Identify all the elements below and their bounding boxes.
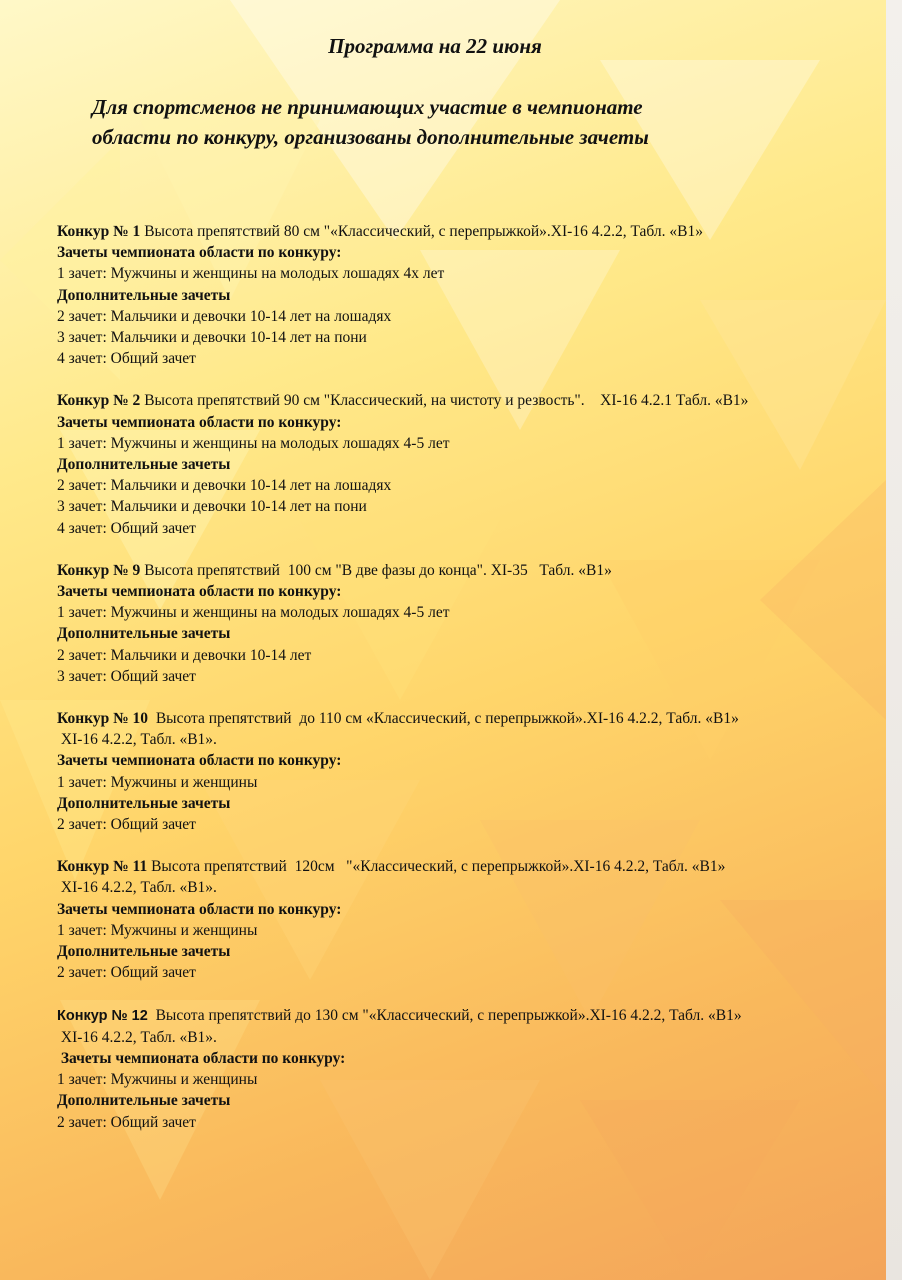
event-header [57, 221, 886, 242]
championship-heading: Зачеты чемпионата области по конкуру: [57, 1049, 346, 1067]
extra-heading: Дополнительные зачеты [57, 456, 231, 474]
event-description: Высота препятствий 100 см "В две фазы до конца". XI-35 Табл. «В1» [140, 561, 612, 579]
championship-item: 1 зачет: Мужчины и женщины [57, 921, 258, 939]
extra-heading: Дополнительные зачеты [57, 625, 231, 643]
page-edge-strip [886, 0, 902, 1280]
event-header [57, 856, 886, 877]
event-description: Высота препятствий 80 см "«Классический, с перепрыжкой».XI-16 4.2.2, Табл. «В1» [140, 223, 703, 240]
page-subtitle [92, 92, 852, 152]
extra-item: 2 зачет: Мальчики и девочки 10-14 лет на лошадях [57, 477, 392, 495]
championship-item: 1 зачет: Мужчины и женщины [57, 1071, 258, 1089]
extra-heading: Дополнительные зачеты [57, 794, 231, 812]
championship-item: 1 зачет: Мужчины и женщины [57, 773, 258, 791]
event-name: Конкур № 12 [57, 1007, 148, 1024]
event-name: Конкур № 10 [57, 710, 149, 728]
extra-item: 2 зачет: Мальчики и девочки 10-14 лет на лошадях [57, 307, 392, 325]
event-section-2 [57, 390, 886, 538]
event-header [57, 560, 886, 581]
event-section-9 [57, 560, 886, 687]
event-description-continued: XI-16 4.2.2, Табл. «В1». [57, 879, 217, 897]
extra-item: 2 зачет: Общий зачет [57, 964, 196, 982]
subtitle-line-1: Для спортсменов не принимающих участие в чемпионате [92, 95, 643, 119]
event-name: Конкур № 2 [57, 392, 141, 410]
event-description: Высота препятствий 120см "«Классический, с перепрыжкой».XI-16 4.2.2, Табл. «В1» [147, 858, 726, 876]
championship-item: 1 зачет: Мужчины и женщины на молодых лошадях 4-5 лет [57, 604, 450, 622]
extra-heading: Дополнительные зачеты [57, 1092, 231, 1110]
extra-item: 4 зачет: Общий зачет [57, 350, 196, 368]
extra-heading: Дополнительные зачеты [57, 943, 231, 961]
event-description-continued: XI-16 4.2.2, Табл. «В1». [57, 1028, 217, 1046]
extra-item: 2 зачет: Общий зачет [57, 1113, 196, 1131]
championship-heading: Зачеты чемпионата области по конкуру: [57, 583, 342, 601]
extra-item: 3 зачет: Мальчики и девочки 10-14 лет на пони [57, 498, 367, 516]
event-name: Конкур № 9 [57, 561, 141, 579]
event-list [57, 221, 886, 1154]
event-section-12 [57, 1005, 886, 1133]
event-section-1 [57, 221, 886, 369]
championship-item: 1 зачет: Мужчины и женщины на молодых лошадях 4х лет [57, 265, 445, 283]
event-header [57, 1005, 886, 1027]
event-section-11 [57, 856, 886, 983]
championship-heading: Зачеты чемпионата области по конкуру: [57, 244, 342, 262]
extra-heading: Дополнительные зачеты [57, 286, 231, 304]
championship-item: 1 зачет: Мужчины и женщины на молодых лошадях 4-5 лет [57, 434, 450, 452]
extra-item: 3 зачет: Мальчики и девочки 10-14 лет на пони [57, 329, 367, 347]
event-name: Конкур № 11 [57, 858, 148, 876]
event-description: Высота препятствий 90 см "Классический, на чистоту и резвость". XI-16 4.2.1 Табл. «В1» [140, 392, 749, 410]
event-header [57, 708, 886, 729]
championship-heading: Зачеты чемпионата области по конкуру: [57, 413, 342, 431]
event-description-continued: XI-16 4.2.2, Табл. «В1». [57, 731, 217, 749]
championship-heading: Зачеты чемпионата области по конкуру: [57, 752, 342, 770]
extra-item: 3 зачет: Общий зачет [57, 667, 196, 685]
event-section-10 [57, 708, 886, 835]
extra-item: 2 зачет: Общий зачет [57, 816, 196, 834]
event-name: Конкур № 1 [57, 223, 141, 240]
event-description: Высота препятствий до 130 см "«Классический, с перепрыжкой».XI-16 4.2.2, Табл. «В1» [147, 1006, 742, 1024]
extra-item: 2 зачет: Мальчики и девочки 10-14 лет [57, 646, 312, 664]
event-header [57, 390, 886, 411]
page-title: Программа на 22 июня [328, 34, 542, 58]
extra-item: 4 зачет: Общий зачет [57, 519, 196, 537]
championship-heading: Зачеты чемпионата области по конкуру: [57, 900, 342, 918]
event-description: Высота препятствий до 110 см «Классический, с перепрыжкой».XI-16 4.2.2, Табл. «В1» [148, 710, 739, 728]
subtitle-line-2: области по конкуру, организованы дополнительные зачеты [92, 125, 649, 149]
